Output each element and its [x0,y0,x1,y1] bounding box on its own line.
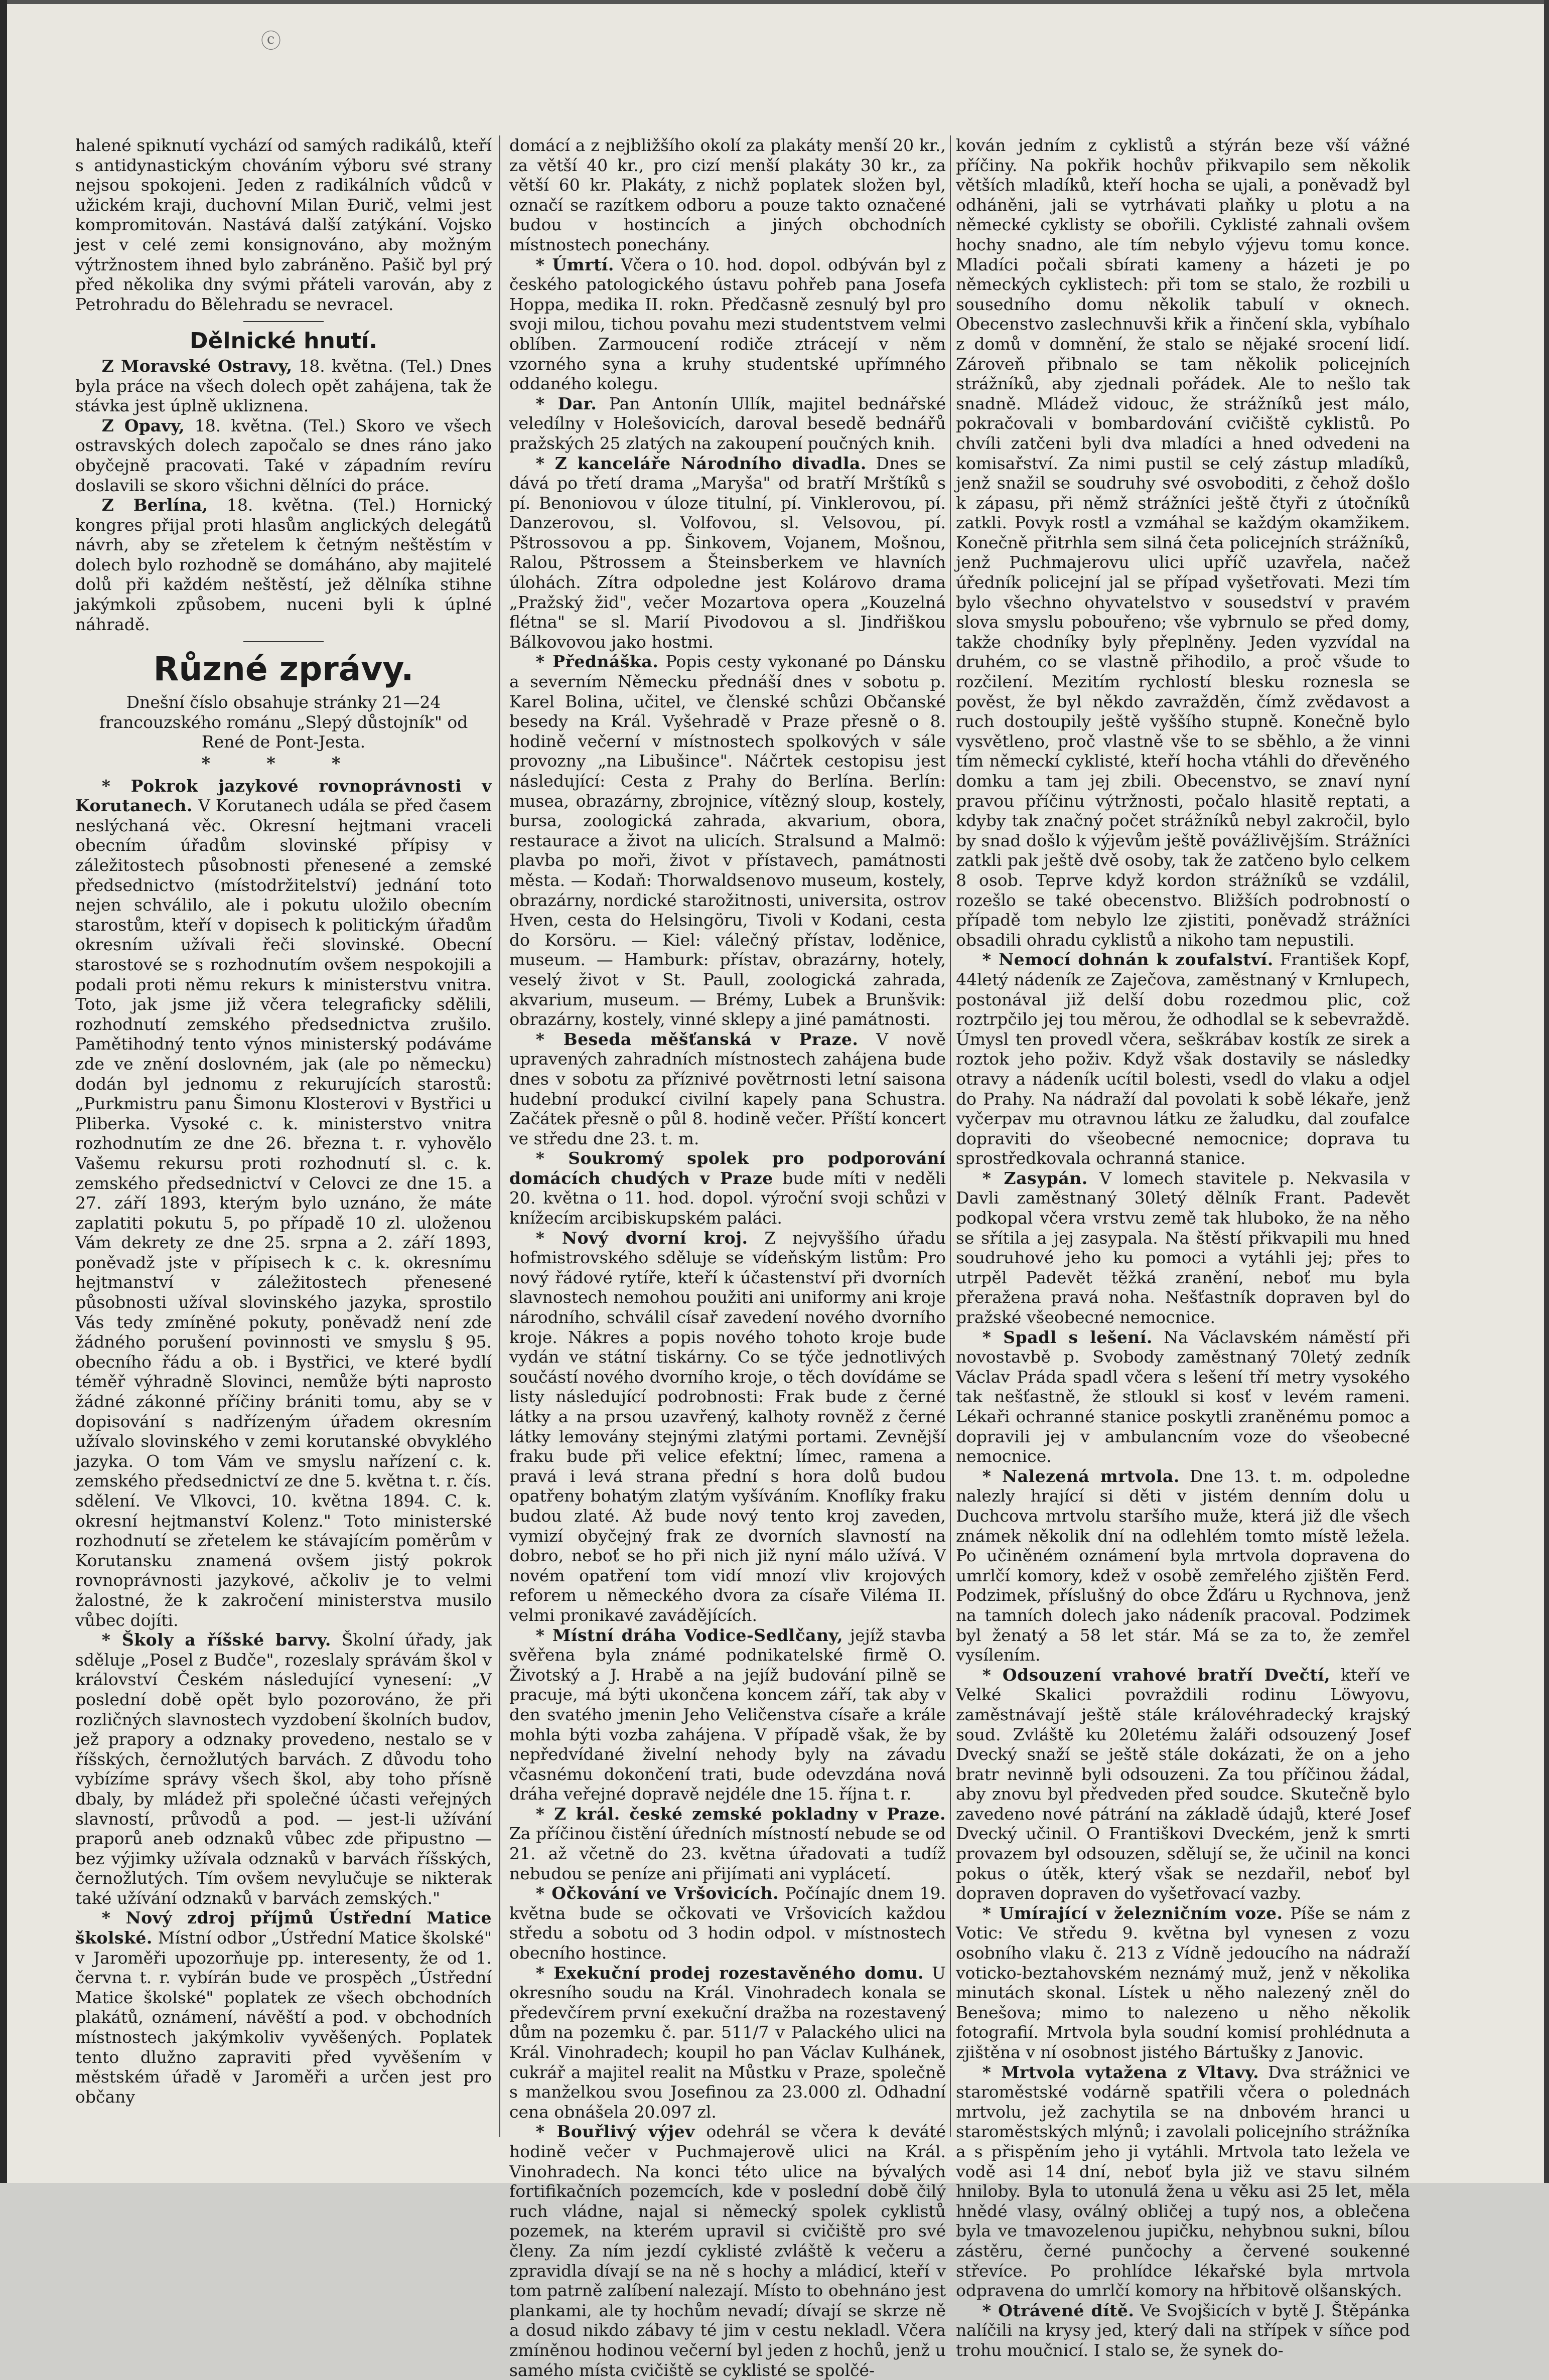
article-headline: * Pokrok jazykové rovnoprávnosti v Korutanech. [75,776,492,816]
divider [243,641,324,642]
article [75,1908,492,2107]
article-headline: * Bouřlivý výjev [535,2122,695,2142]
article [956,1903,1410,2062]
scan-edge-left [0,0,7,2183]
news-item [75,356,492,416]
article-headline: * Soukromý spolek pro podporování domácích chudých v Praze [509,1148,946,1188]
serial-notice: Dnešní číslo obsahuje stránky 21—24 francouzského románu „Slepý důstojník" od René de Pont-Jesta. [99,692,468,752]
divider [243,321,324,322]
article [509,394,946,454]
article [956,950,1410,1168]
article [509,2122,946,2380]
dateline: Z Moravské Ostravy, [101,356,293,376]
article-headline: * Přednáška. [535,652,659,672]
article-headline: * Odsouzení vrahové bratří Dvečtí, [982,1665,1331,1685]
article-headline: * Dar. [535,393,597,413]
section-title-misc-news: Různé zprávy. [153,650,414,689]
article-headline: * Nový dvorní kroj. [535,1228,748,1248]
article-headline: * Spadl s lešení. [982,1327,1153,1347]
article-text: František Kopf, 44letý nádeník ze Zaječova, zaměstnaný v Krnlupech, postonával již delší dobu rozedmou plic, což roztrpčilo jej tou měrou, že odhodlal se k sebevraždě. Úmysl ten provedl včera, seškrábav kostík ze sirek a roztok jeho poživ. Když však dostavily se následky otravy a nádeník ucítil bolesti, vsedl do vlaku a odjel do Prahy. Na nádraží dal povolati k sobě lékaře, jenž vyčerpav mu otravnou látku ze žaludku, dal zoufalce dopraviti do všeobecné nemocnice; doprava tu sprostředkovala ochranná stanice. [956,950,1410,1168]
article-headline: * Zasypán. [982,1168,1088,1188]
article [956,1327,1410,1466]
article-text: Popis cesty vykonané po Dánsku a severním Německu přednáší dnes v sobotu p. Karel Bolina, učitel, ve členské schůzi Občanské besedy na Král. Vyšehradě v Praze přesně o 8. hodině večerní v místnostech spolkových v sále provozny „na Libušince". Náčrtek cestopisu jest následující: Cesta z Prahy do Berlína. Berlín: musea, obrazárny, zbrojnice, vítězný sloup, kostely, bursa, zoologická zahrada, akvarium, obora, restaurace a život na ulicích. Stralsund a Malmö: plavba po moři, život v přístavech, památnosti města. — Kodaň: Thorwaldsenovo museum, kostely, obrazárny, nordické starožitnosti, universita, ostrov Hven, cesta do Helsingöru, Tivoli v Kodani, cesta do Korsöru. — Kiel: válečný přístav, loděnice, museum. — Hamburk: přístav, obrazárny, hotely, veselý život v St. Paull, zoologická zahrada, akvarium, museum. — Brémy, Lubek a Brunšvik: obrazárny, kostely, vinné sklepy a jiné památnosti. [509,652,946,1029]
article-headline: * Exekuční prodej rozestavěného domu. [535,1963,924,1983]
article [956,2301,1410,2360]
article-text: Z nejvyššího úřadu hofmistrovského sděluje se vídeňským listům: Pro nový řádové rytíře, kteří k účastenství při dvorních slavnostech nemohou použiti ani uniformy ani kroje národního, schválil císař zavedení nového dvorního kroje. Nákres a popis nového tohoto kroje bude vydán ve státní tiskárny. Co se týče jednotlivých součástí nového dvorního kroje, o těch dovídáme se listy následující podrobnosti: Frak bude z černé látky a na prsou uzavřený, kalhoty rovněž z černé látky lemovány stejnými zlatými portami. Zevnější fraku bude při velice efektní; límec, ramena a pravá i levá strana přední s hora dolů budou opatřeny bohatým zlatým vyšíváním. Knoflíky fraku budou zlaté. Až bude nový tento kroj zaveden, vymizí obyčejný frak ze dvorních slavností na dobro, neboť se ho při nich již nyní málo užívá. V novém opatření tom vidí mnozí vliv krojových reforem u německého dvora za císaře Viléma II. velmi pronikavé zavádějících. [509,1228,946,1625]
column-2 [509,135,946,2380]
article-text: Na Václavském náměstí při novostavbě p. Svobody zaměstnaný 70letý zedník Václav Práda spadl včera s lešení tří metry vysokého tak nešťastně, že stloukl si kosť v levém rameni. Lékaři ochranné stanice poskytli zraněnému pomoc a dopravili jej v ambulancním voze do všeobecné nemocnice. [956,1327,1410,1466]
article-headline: * Umírající v železničním voze. [982,1903,1283,1923]
article-headline: * Mrtvola vytažena z Vltavy. [982,2062,1259,2082]
article [956,2062,1410,2301]
news-text: 18. května. (Tel.) Hornický kongres přijal proti hlasům anglických delegátů návrh, aby se zřetelem k četným neštěstím v dolech bylo rozhodně se domáháno, aby majitelé dolů při každém neštěstí, jež dělníka stihne jakýmkoli způsobem, nuceni byli k úplné náhradě. [75,495,492,634]
news-text: 18. května. (Tel.) Skoro ve všech ostravských dolech započalo se dnes ráno jako obyčejně pracovati. Také v západním revíru doslavili se skoro všichni dělníci do práce. [75,415,492,495]
news-text: 18. května. (Tel.) Dnes byla práce na všech dolech opět zahájena, tak že stávka jest úplně ukliznena. [75,356,492,416]
article [509,454,946,652]
article-text: bude míti v neděli 20. května o 11. hod. dopol. výroční svoji schůzi v knížecím arcibiskupském paláci. [509,1168,946,1228]
article-text: kteří ve Velké Skalici povraždili rodinu Löwyovu, zaměstnávají ještě stále královéhradecký krajský soud. Zvláště ku 20letému žaláři odsouzený Josef Dvecký snaží se ještě stále dokázati, že on a jeho bratr nevinně byli odsouzeni. Za tou příčinou žádal, aby znovu byl předveden před soudce. Skutečně bylo zavedeno nové pátrání na základě údajů, které Josef Dvecký učinil. O Františkovi Dveckém, jenž k smrti provazem byl odsouzen, sdělují se, že učinil na konci pokus o útěk, který však se nezdařil, neboť byl dopraven dopraven do vyšetřovací vazby. [956,1665,1411,1903]
column-rule [950,135,951,2137]
article [956,1665,1410,1903]
asterism: * * * [201,754,366,774]
article-text: Včera o 10. hod. dopol. odbýván byl z českého patologického ústavu pohřeb pana Josefa Hoppa, medika II. rokn. Předčasně zesnulý byl pro svoji milou, tichou povahu mezi studentstvem velmi oblíben. Zarmoucení rodiče ztrácejí v něm vzorného syna a kruhy studentské upřímného oddaného kolegu. [509,254,946,394]
scan-edge-top [0,0,1549,4]
article [509,1148,946,1228]
article-text: V nově upravených zahradních místnostech zahájena bude dnes v sobotu za příznivé povětrnosti letní saisona hudební produkcí civilní kapely pana Schustra. Začátek přesně o půl 8. hodině večer. Příští koncert ve středu dne 23. t. m. [509,1029,946,1148]
article-headline: * Otrávené dítě. [982,2300,1135,2320]
article [509,1963,946,2122]
article-headline: * Školy a říšské barvy. [101,1630,331,1650]
article [75,1630,492,1908]
news-item [75,416,492,495]
article [956,1168,1410,1327]
article-headline: * Z kanceláře Národního divadla. [535,453,867,473]
article-continuation: domácí a z nejbližšího okolí za plakáty menší 20 kr., za větší 40 kr., pro cizí menší plakáty 30 kr., za větší 60 kr. Plakáty, z nichž poplatek složen byl, označí se razítkem odboru a pouze takto označené budou v hostincích a jiných obchodních místnostech ponechány. [509,135,946,254]
column-3 [956,135,1411,2360]
article-text: V Korutanech udála se před časem neslýchaná věc. Okresní hejtmani vraceli obecním úřadům slovinské přípisy v záležitostech působnosti přenesené a zemské předsednictvo (místodržitelství) jednání toto nejen schválilo, ale i pokutu uložilo obecním starostům, kteří v dopisech k politickým úřadům okresním užívali řeči slovinské. Obecní starostové se s rozhodnutím ovšem nespokojili a podali proti němu rekurs k ministerstvu vnitra. Toto, jak jsme již včera telegraficky sdělili, rozhodnutí zemského předsednictva zrušilo. Pamětihodný tento výnos ministerský podáváme zde ve znění doslovném, jak (ale po německu) dodán byl jednomu z rekurujících starostů: „Purkmistru panu Šimonu Klosterovi v Bystřici u Pliberka. Vysoké c. k. ministerstvo vnitra rozhodnutím ze dne 26. března t. r. vyhovělo Vašemu rekursu proti rozhodnutí sl. c. k. zemského předsednictví v Celovci ze dne 15. a 27. září 1893, kterým bylo uznáno, že máte zaplatiti pokutu 5, po případě 10 zl. uloženou Vám dekrety ze dne 25. srpna a 2. září 1893, poněvadž jste v přípisech k c. k. okresnímu hejtmanství v záležitostech přenesené působnosti užíval slovinského jazyka, sprostilo Vás tedy zmíněné pokuty, poněvadž není zde žádného porušení povinnosti ve smyslu § 95. obecního řádu a ob. i Bystřici, ve které bydlí téměř výhradně Slovinci, nemůže býti naprosto žádné zákonné příčiny brániti tomu, aby se v dopisování s nadřízeným úřadem okresním užívalo slovinského v zemi korutanské obvyklého jazyka. O tom Vám ve smyslu nařízení c. k. zemského předsednictví ze dne 5. května t. r. čís. sdělení. Ve Vlkovci, 10. května 1894. C. k. okresní hejtmanství Kolenz." Toto ministerské rozhodnutí se zřetelem ke stávajícím poměrům v Korutansku znamená ovšem jistý pokrok rovnoprávnosti jazykové, ačkoliv je to velmi žalostné, že k zakročení ministerstva musilo vůbec dojíti. [75,796,492,1630]
scan-mark: ⓒ [261,30,281,53]
column-rule [499,135,500,2137]
article-headline: * Úmrtí. [535,254,614,274]
article-text: Ve Svojšicích v bytě J. Štěpánka nalíčili na krysy jed, který dali na střípek v síňce pod trohu moučnicí. I stalo se, že synek do- [956,2300,1410,2360]
article-text: Místní odbor „Ústřední Matice školské" v Jaroměři upozorňuje pp. interesenty, že od 1. června t. r. vybírán bude ve prospěch „Ústřední Matice školské" poplatek ze všech obchodních plakátů, oznámení, návěští a pod. v obchodních místnostech jakýmkoliv vyvěšených. Poplatek tento dlužno zapraviti před vyvěšením v městském úřadě v Jaroměři a určen jest pro občany [75,1928,492,2107]
article-text: Pan Antonín Ullík, majitel bednářské veledílny v Holešovicích, daroval besedě bednářů pražských 25 zlatých na zakoupení poučných knih. [509,393,946,453]
article-text: V lomech stavitele p. Nekvasila v Davli zaměstnaný 30letý dělník Frant. Padevět podkopal včera vrstvu země tak hluboko, že na něho se sřítila a jej zasypala. Na štěstí přikvapili mu hned soudruhové jeho ku pomoci a vytáhli jej; přes to utrpěl Padevět těžká zranění, neboť mu byla přeražena pravá noha. Nešťastník dopraven byl do pražské všeobecné nemocnice. [956,1168,1410,1327]
article-text: U okresního soudu na Král. Vinohradech konala se předevčírem první exekuční dražba na rozestavený dům na pozemku č. par. 511/7 v Palackého ulici na Král. Vinohradech; koupil ho pan Václav Kulhánek, cukrář a majitel realit na Můstku v Praze, společně s manželkou svou Josefinou za 23.000 zl. Odhadní cena obnášela 20.097 zl. [509,1963,946,2122]
article [509,1228,946,1625]
article-text: Školní úřady, jak sděluje „Posel z Budče", rozeslaly správám škol v království Českém následující vynesení: „V poslední době opět bylo pozorováno, že při rozličných slavnostech vyzdobení školních budov, jež prapory a odznaky provedeno, nestalo se v říšských, černožlutých barvách. Z důvodu toho vybízíme správy všech škol, aby toho přísně dbaly, by mládež při společné účasti veřejných slavností, průvodů a pod. — jest-li užívání praporů aneb odznaků vůbec zde připustno — bez výjimky užívala odznaků v barvách říšských, černožlutých. Tím ovšem nevylučuje se nikterak také užívání odznaků v barvách zemských." [75,1630,492,1908]
article-text: Počínajíc dnem 19. května bude se očkovati ve Vršovicích každou středu a sobotu od 3 hodin odpol. v místnostech obecního hostince. [509,1883,946,1963]
dateline: Z Berlína, [101,495,208,515]
article-headline: * Beseda měšťanská v Praze. [535,1029,859,1049]
article [956,1466,1410,1665]
article-text: odehrál se včera k deváté hodině večer v Puchmajerově ulici na Král. Vinohradech. Na konci této ulice na bývalých fortifikačních pozemcích, kde v poslední době čilý ruch vládne, najal si německý spolek cyklistů pozemek, na kterém upravil si cvičiště pro své členy. Za ním jezdí cyklisté zvláště k večeru a zpravidla dívají se na ně s hochy a mládicí, kteří v tom patrně zalíbení nalezají. Místo to obehnáno jest plankami, ale ty hochům nevadí; dívají se skrze ně a dosud nikdo zábavy té jim v cestu nekladl. Včera zmíněnou hodinou večerní byl jeden z hochů, jenž u samého místa cvičiště se cyklisté se spolčé- [509,2122,946,2380]
article-headline: * Nalezená mrtvola. [982,1466,1180,1486]
article-continuation: halené spiknutí vychází od samých radikálů, kteří s antidynastickým chováním výboru své strany nejsou spokojeni. Jeden z radikálních vůdců v užickém kraji, duchovní Milan Đurič, velmi jest kompromitován. Nastává další zatýkání. Vojsko jest v celé zemi konsignováno, aby možným výtržnostem ihned bylo zabráněno. Pašič byl prý před několika dny svými přáteli varován, aby z Petrohradu do Bělehradu se nevracel. [75,135,492,314]
article-headline: * Z král. české zemské pokladny v Praze. [535,1804,946,1824]
column-1 [75,135,492,2147]
article-text: jejíž stavba svěřena byla známé podnikatelské firmě O. Životský a J. Hrabě a na jejíž budování pilně se pracuje, má býti ukončena koncem září, tak aby v den svatého jmenin Jeho Veličenstva císaře a krále mohla býti vozba zahájena. V případě však, že by nepředvídané živelní nehody byly na závadu včasnému dokončení trati, bude odevzdána nová dráha veřejné dopravě nejdéle dne 15. října t. r. [509,1625,946,1804]
dateline: Z Opavy, [101,415,185,435]
article-headline: * Místní dráha Vodice-Sedlčany, [535,1625,843,1645]
article-text: Dne 13. t. m. odpoledne nalezly hrající si děti v jistém denním dolu u Duchcova mrtvolu staršího muže, která již dle všech známek několik dní na odlehlém tomto místě ležela. Po učiněném oznámení byla mrtvola dopravena do umrlčí komory, kdež v osobě zemřelého zjištěn Ferd. Podzimek, příslušný do obce Žďáru u Rychnova, jenž na tamních dolech jako nádeník pracoval. Podzimek byl ženatý a 58 let stár. Má se za to, že zemřel vysílením. [956,1466,1410,1665]
article-text: Dva strážnici ve staroměstské vodárně spatřili včera o polednách mrtvolu, jež zachytila se na dnbovém hranci u staroměstských mlýnů; i zavolali policejního strážníka a s přispěním jeho ji vytáhli. Mrtvola tato ležela ve vodě asi 14 dní, neboť byla již ve stavu silném hniloby. Byla to utonulá žena u věku asi 25 let, měla hnědé vlasy, oválný obličej a tupý nos, a oblečena byla ve tmavozelenou jupičku, nehybnou sukni, bílou zástěru, černé punčochy a červené soukenné střevíce. Po prohlídce lékařské byla mrtvola odpravena do umrlčí komory na hřbitově olšanských. [956,2062,1410,2301]
article-headline: * Nový zdroj příjmů Ústřední Matice školské. [75,1908,492,1948]
article [509,255,946,394]
article [509,1029,946,1149]
section-title-labour: Dělnické hnutí. [190,328,377,354]
article [509,1804,946,1883]
article-text: Za příčinou čistění úředních místností nebude se od 21. až včetně do 23. května úřadovati a tudíž nebudou se peníze ani přijímati ani vyplácetí. [509,1824,946,1883]
article-text: Píše se nám z Votic: Ve středu 9. května byl vynesen z vozu osobního vlaku č. 213 z Vídně jedoucího na nádraží voticko-beztahovském neznámý muž, jenž v několika minutách skonal. Lístek u něho nalezený zněl do Benešova; mimo to nalezeno u něho několik fotografií. Mrtvola byla soudní komisí prohlédnuta a zjištěna v ní osobnost jistého Bártušky z Janovic. [956,1903,1410,2062]
article-continuation: kován jedním z cyklistů a stýrán beze vší vážné příčiny. Na pokřik hochův přikvapilo sem několik větších mladíků, kteří hocha se ujali, a poněvadž byl odháněni, jali se vytrhávati plaňky u plotu a na německé cyklisty se obořili. Cyklisté zahnali ovšem hochy snadno, ale tím nebylo výjevu tomu konce. Mladíci počali sbírati kameny a házeti je po německých cyklistech: při tom se stalo, že rozbili u sousedního domu několik tabulí v oknech. Obecenstvo zaslechnuvši křik a řinčení skla, vybíhalo z domů v domnění, že stalo se nějaké srocení lidí. Zároveň přibnalo se tam několik policejních strážníků, aby zjednali pořádek. Ale to nešlo tak snadně. Mládež vidouc, že strážníků jest málo, pokračovali v bombardování cvičiště cyklistů. Po chvíli zatčeni byli dva mladíci a hned odvedeni na komisařství. Za nimi pustil se celý zástup mladíků, jenž snažil se soudruhy své osvoboditi, z čehož došlo k zápasu, při němž strážníci ještě čtyři z útočníků zatkli. Povyk rostl a vzmáhal se každým okamžikem. Konečně přitrhla sem silná četa policejních strážníků, jenž Puchmajerovu ulici upříč uzavřela, načež úředník policejní jal se případ vyšetřovati. Mezi tím bylo všechno ohyvatelstvo v sousedství v pravém slova smyslu pobouřeno; vše vybrnulo se před domy, takže chodníky byly přeplněny. Jeden vyzvídal na druhém, co se vlastně přihodilo, a proč všude to rozčilení. Mezitím rychlostí blesku roznesla se pověst, že byl někdo zavražděn, čímž zvědavost a ruch dostoupily ještě vyššího stupně. Konečně bylo vysvětleno, proč vlastně vše to se sběhlo, a že vinni tím německí cyklisté, kteří hocha vtáhli do dřevěného domku a tam jej zbili. Obecenstvo, se znaví nyní pravou příčinu výtržnosti, počalo hlasitě reptati, a kdyby tak značný počet strážníků nebyl zakročil, bylo by snad došlo k výjevům ještě povážlivějším. Strážníci zatkli pak ještě dvě osoby, tak že zatčeno bylo celkem 8 osob. Teprve když kordon strážníků se vzdálil, rozešlo se také obecenstvo. Bližších podrobností o případě tom nebylo lze zjistiti, poněvadž strážníci obsadili ohradu cyklistů a nikoho tam nepustili. [956,135,1410,950]
article [75,776,492,1630]
scan-edge-right [1544,0,1549,2183]
article-headline: * Nemocí dohnán k zoufalství. [982,950,1274,970]
news-item [75,495,492,634]
article [509,652,946,1029]
article-text: Dnes se dává po třetí drama „Maryša" od bratří Mrštíků s pí. Benoniovou v úloze titulní, pí. Vinklerovou, pí. Danzerovou, sl. Volfovou, sl. Velsovou, pí. Pštrossovou a pp. Šinkovem, Vojanem, Mošnou, Ralou, Pštrossem a Šteinsberkem ve hlavních úlohách. Zítra odpoledne jest Kolárovo drama „Pražský žid", večer Mozartova opera „Kouzelná flétna" se sl. Marií Pivodovou a sl. Jindřiškou Bálkovovou jako hostmi. [509,453,946,652]
article-headline: * Očkování ve Vršovicích. [535,1883,779,1903]
article [509,1625,946,1804]
article [509,1883,946,1963]
